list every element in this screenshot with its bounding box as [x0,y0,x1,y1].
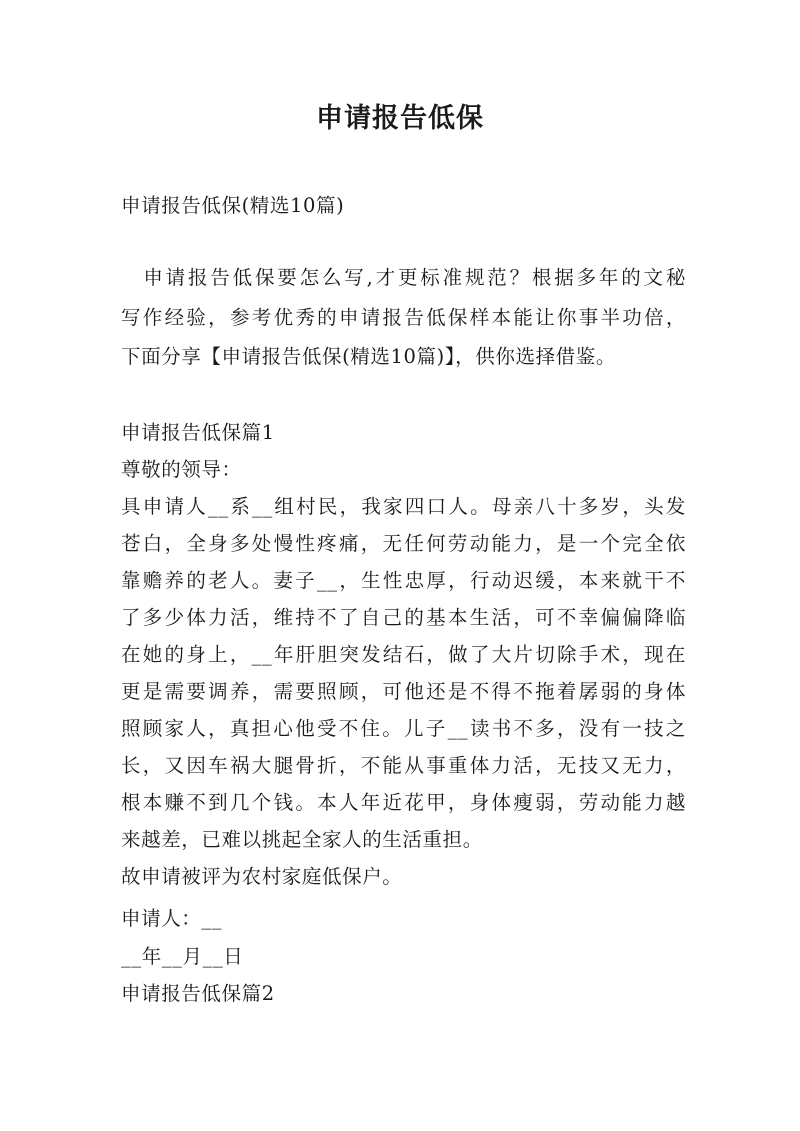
intro-line: 下面分享【申请报告低保(精选10篇)】，供你选择借鉴。 [121,345,616,368]
salutation: 尊敬的领导： [121,458,242,481]
section-heading: 申请报告低保篇2 [121,982,275,1005]
body-line: 来越差，已难以挑起全家人的生活重担。 [121,828,483,851]
body-line: 根本赚不到几个钱。本人年近花甲，身体瘦弱，劳动能力越 [121,791,686,814]
body-line: 苍白，全身多处慢性疼痛，无任何劳动能力，是一个完全依 [121,532,686,555]
body-line: 具申请人__系__组村民，我家四口人。母亲八十多岁，头发 [121,495,686,518]
body-line: 在她的身上，__年肝胆突发结石，做了大片切除手术，现在 [121,643,686,666]
intro-line: 申请报告低保要怎么写,才更标准规范？根据多年的文秘 [121,266,686,289]
body-line: 靠赡养的老人。妻子__，生性忠厚，行动迟缓，本来就干不 [121,569,686,592]
document-title: 申请报告低保 [316,103,484,134]
body-line: 照顾家人，真担心他受不住。儿子__读书不多，没有一技之 [121,717,686,740]
date-line: __年__月__日 [121,945,244,968]
section-heading: 申请报告低保篇1 [121,421,275,444]
body-line: 了多少体力活，维持不了自己的基本生活，可不幸偏偏降临 [121,606,686,629]
intro-line: 写作经验，参考优秀的申请报告低保样本能让你事半功倍， [121,306,686,329]
body-line: 更是需要调养，需要照顾，可他还是不得不拖着孱弱的身体 [121,680,686,703]
request-line: 故申请被评为农村家庭低保户。 [121,865,403,888]
body-line: 长，又因车祸大腿骨折，不能从事重体力活，无技又无力， [121,754,686,777]
applicant-line: 申请人：__ [121,907,223,930]
document-subtitle: 申请报告低保(精选10篇) [121,194,345,217]
